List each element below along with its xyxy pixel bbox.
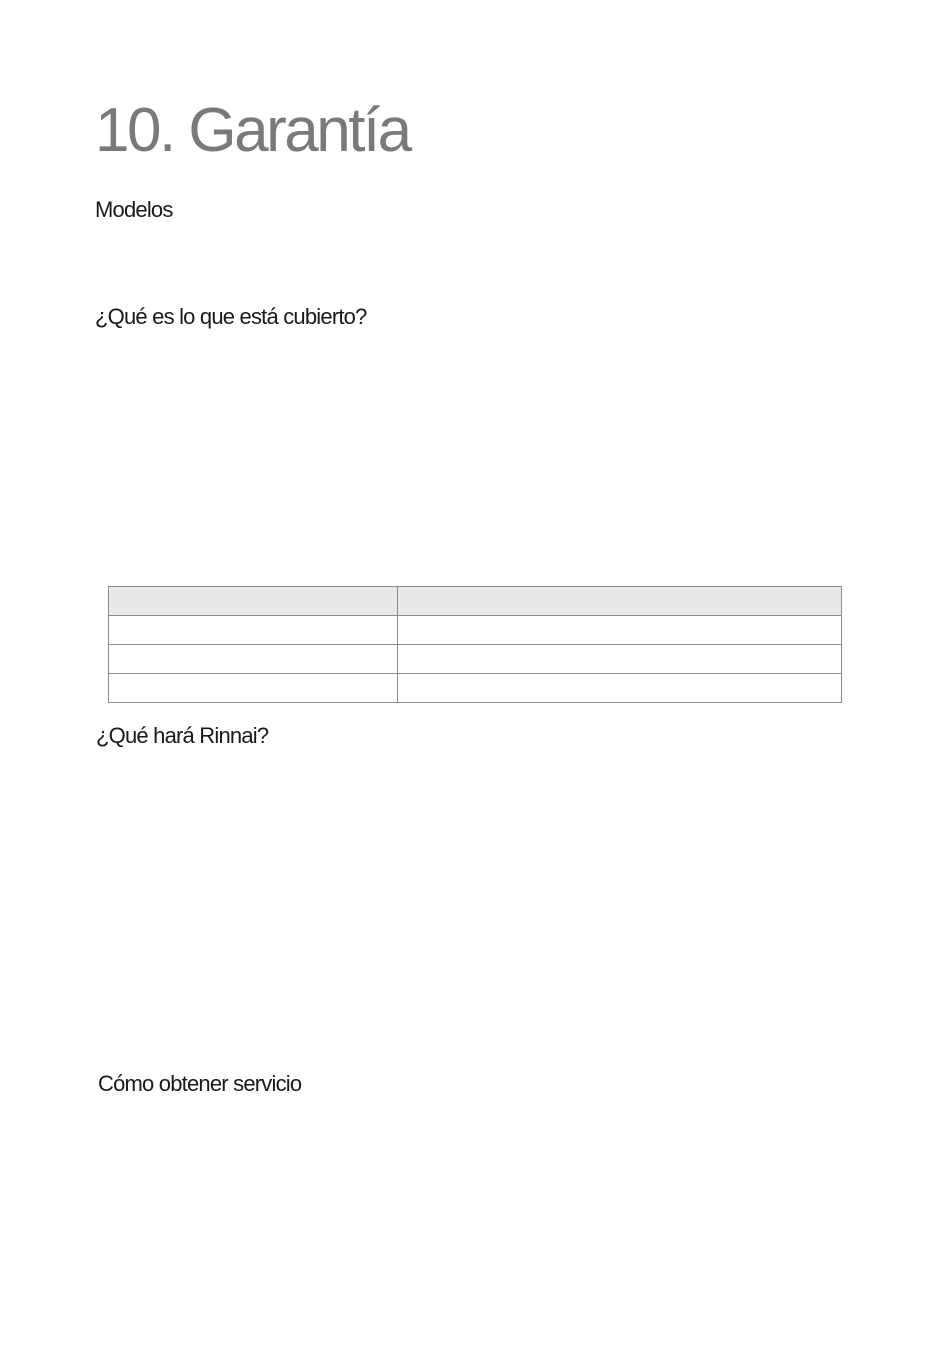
table-cell: [109, 616, 398, 645]
table-row: [109, 616, 842, 645]
page-title: 10. Garantía: [95, 96, 410, 165]
table-cell: [398, 616, 842, 645]
section-heading-get-service: Cómo obtener servicio: [98, 1071, 302, 1096]
table-cell: [398, 674, 842, 703]
table-header-cell: [398, 587, 842, 616]
warranty-table: [108, 586, 842, 703]
table-header-cell: [109, 587, 398, 616]
section-heading-rinnai-will-do: ¿Qué hará Rinnai?: [96, 723, 269, 748]
table-row: [109, 674, 842, 703]
section-heading-covered: ¿Qué es lo que está cubierto?: [95, 304, 367, 329]
table-header-row: [109, 587, 842, 616]
table-cell: [109, 645, 398, 674]
table-cell: [398, 645, 842, 674]
section-heading-models: Modelos: [95, 197, 173, 222]
table-cell: [109, 674, 398, 703]
table-row: [109, 645, 842, 674]
